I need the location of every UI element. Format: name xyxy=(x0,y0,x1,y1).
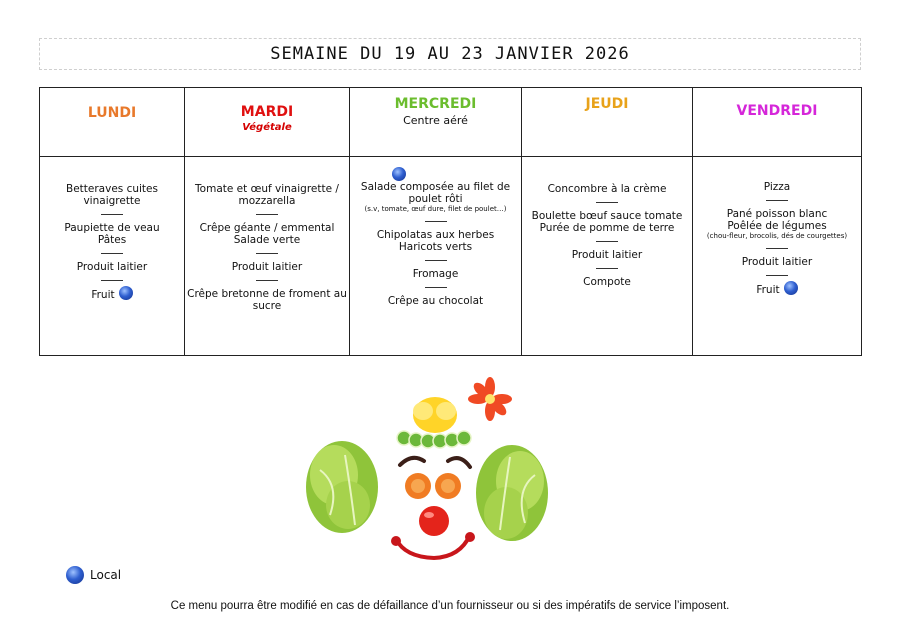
dish: vinaigrette xyxy=(83,195,141,207)
day-header-mardi xyxy=(185,88,350,157)
dish: Chipolatas aux herbes xyxy=(376,229,495,241)
day-subtitle: Végétale xyxy=(242,122,292,133)
dish: Produit laitier xyxy=(741,256,813,268)
dish: Produit laitier xyxy=(76,261,148,273)
eye-right-icon xyxy=(435,473,461,499)
local-badge-icon xyxy=(392,167,406,181)
separator xyxy=(256,280,278,281)
dish: sucre xyxy=(252,300,282,312)
dish: Purée de pomme de terre xyxy=(539,222,675,234)
day-name: MERCREDI xyxy=(394,96,477,112)
separator xyxy=(256,214,278,215)
local-marker xyxy=(350,167,521,181)
mouth-dot-icon xyxy=(465,532,475,542)
separator xyxy=(101,253,123,254)
dish: Boulette bœuf sauce tomate xyxy=(531,210,683,222)
ketchup-mouth-icon xyxy=(396,535,470,558)
day-header-jeudi xyxy=(522,88,693,157)
day-header-mercredi xyxy=(350,88,522,157)
dish: poulet rôti xyxy=(408,193,463,205)
page-title: SEMAINE DU 19 AU 23 JANVIER 2026 xyxy=(39,38,861,70)
vegetable-clown-illustration xyxy=(300,375,560,575)
separator xyxy=(766,275,788,276)
dish: Crêpe au chocolat xyxy=(387,295,484,307)
dish-label: Fruit xyxy=(756,284,780,296)
local-badge-icon xyxy=(784,281,798,295)
dish: Crêpe bretonne de froment au xyxy=(187,288,347,300)
dish: Compote xyxy=(583,276,631,288)
eyebrow-left-icon xyxy=(400,458,424,465)
separator xyxy=(425,221,447,222)
dish-with-local xyxy=(40,288,184,302)
separator xyxy=(425,260,447,261)
dish: Pâtes xyxy=(97,234,127,246)
local-badge-icon xyxy=(119,286,133,300)
day-header-vendredi xyxy=(693,88,862,157)
dish: Fromage xyxy=(412,268,459,280)
legend-label: Local xyxy=(90,568,122,582)
menu-cell-vendredi xyxy=(693,157,862,356)
local-badge-icon xyxy=(66,566,84,584)
eye-left-icon xyxy=(405,473,431,499)
lettuce-right-icon xyxy=(476,445,548,541)
menu-cell-lundi xyxy=(40,157,185,356)
dish-detail: (chou-fleur, brocolis, dés de courgettes) xyxy=(706,232,848,240)
dish: Crêpe géante / emmental xyxy=(199,222,335,234)
flower-icon xyxy=(468,377,512,421)
menu-cell-mardi xyxy=(185,157,350,356)
separator xyxy=(766,248,788,249)
day-name: MARDI xyxy=(240,104,294,120)
dish: Haricots verts xyxy=(398,241,473,253)
day-name: VENDREDI xyxy=(736,103,818,119)
menu-cell-mercredi xyxy=(350,157,522,356)
dish: Poêlée de légumes xyxy=(727,220,827,232)
dish-with-local xyxy=(693,283,861,297)
separator xyxy=(425,287,447,288)
dish-label: Fruit xyxy=(91,289,115,301)
lettuce-left-icon xyxy=(306,441,378,533)
eyebrow-right-icon xyxy=(448,458,470,467)
mouth-dot-icon xyxy=(391,536,401,546)
menu-table xyxy=(39,87,862,356)
separator xyxy=(596,268,618,269)
dish: mozzarella xyxy=(238,195,296,207)
separator xyxy=(766,200,788,201)
tomato-nose-icon xyxy=(419,506,449,536)
dish: Pizza xyxy=(763,181,791,193)
dish: Concombre à la crème xyxy=(547,183,667,195)
dish: Salade composée au filet de xyxy=(360,181,511,193)
separator xyxy=(596,241,618,242)
dish-detail: (s.v, tomate, œuf dure, filet de poulet…) xyxy=(364,205,507,213)
dish: Paupiette de veau xyxy=(64,222,160,234)
legend xyxy=(66,566,121,584)
day-header-lundi xyxy=(40,88,185,157)
day-name: JEUDI xyxy=(585,96,629,112)
day-header-row xyxy=(40,88,862,157)
menu-row xyxy=(40,157,862,356)
separator xyxy=(596,202,618,203)
separator xyxy=(256,253,278,254)
separator xyxy=(101,214,123,215)
dish: Tomate et œuf vinaigrette / xyxy=(195,183,339,195)
day-subtitle: Centre aéré xyxy=(403,114,468,127)
day-name: LUNDI xyxy=(87,105,137,121)
menu-cell-jeudi xyxy=(522,157,693,356)
dish: Pané poisson blanc xyxy=(726,208,828,220)
hat-icon xyxy=(397,397,471,448)
separator xyxy=(101,280,123,281)
dish: Produit laitier xyxy=(231,261,303,273)
dish: Salade verte xyxy=(233,234,301,246)
dish: Produit laitier xyxy=(571,249,643,261)
footer-note: Ce menu pourra être modifié en cas de défaillance d’un fournisseur ou si des impératifs de service l’imposent. xyxy=(170,600,730,612)
dish: Betteraves cuites xyxy=(66,183,158,195)
